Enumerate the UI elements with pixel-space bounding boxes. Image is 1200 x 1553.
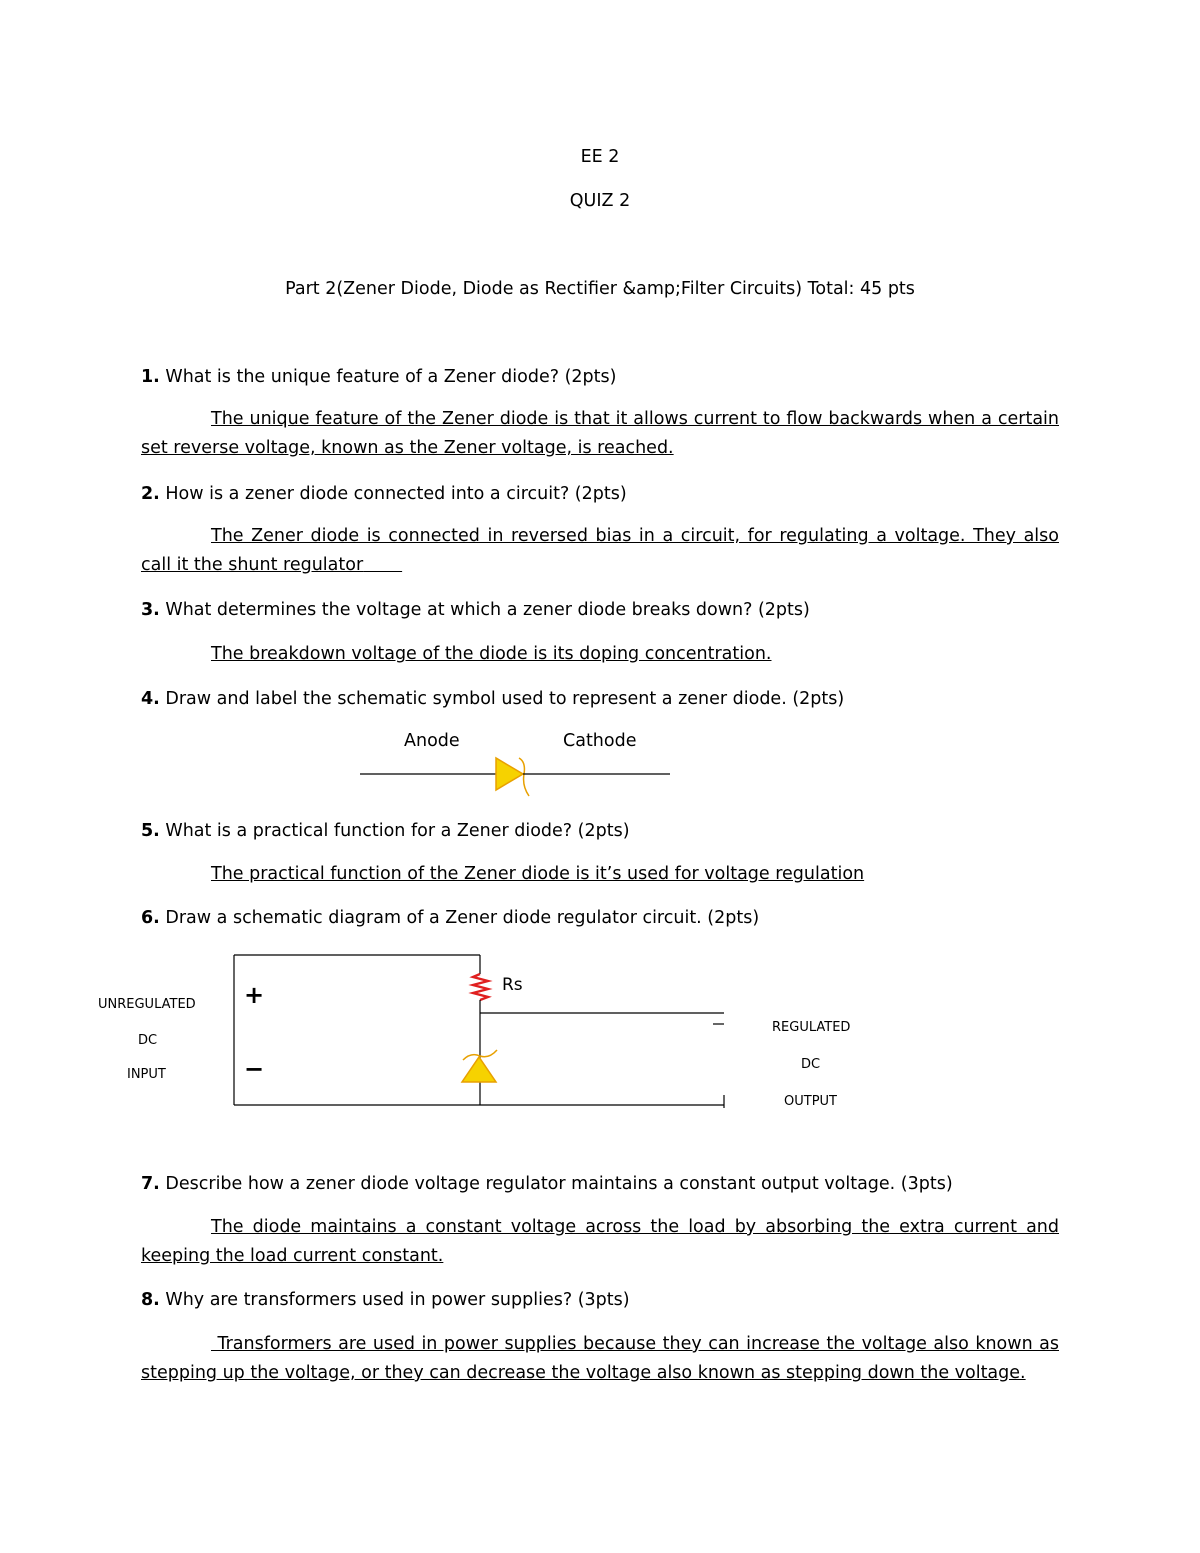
cathode-bar [519, 758, 529, 796]
question-number: 2. [141, 484, 160, 504]
cathode-label: Cathode [563, 731, 637, 751]
question-number: 5. [141, 821, 160, 841]
answer-text: The practical function of the Zener diode is it’s used for voltage regulation [211, 864, 865, 884]
input-label-line-1: UNREGULATED [98, 997, 196, 1012]
diode-triangle [496, 758, 523, 790]
question-text: Draw a schematic diagram of a Zener diode regulator circuit. (2pts) [159, 908, 760, 928]
quiz-title: QUIZ 2 [569, 191, 631, 211]
question-text: What determines the voltage at which a zener diode breaks down? (2pts) [159, 600, 810, 620]
question-number: 6. [141, 908, 160, 928]
question-number: 3. [141, 600, 160, 620]
regulator-circuit [234, 955, 724, 1108]
anode-label: Anode [404, 731, 460, 751]
input-label-line-2: DC [138, 1033, 158, 1048]
part-title: Part 2(Zener Diode, Diode as Rectifier &amp;Filter Circuits) Total: 45 pts [285, 279, 915, 299]
answer-text: The unique feature of the Zener diode is that it allows current to flow backwards when a certain set reverse voltage, known as the Zener voltage, is reached. [141, 409, 1059, 458]
question-text: Why are transformers used in power supplies? (3pts) [159, 1290, 630, 1310]
answer-text: The breakdown voltage of the diode is its doping concentration. [211, 644, 772, 664]
question-text: How is a zener diode connected into a circuit? (2pts) [159, 484, 627, 504]
question-number: 1. [141, 367, 160, 387]
question-text: Draw and label the schematic symbol used to represent a zener diode. (2pts) [159, 689, 845, 709]
answer-text: Transformers are used in power supplies because they can increase the voltage also known as stepping up the voltage, or they can decrease the voltage also known as stepping down the voltage. [141, 1334, 1059, 1383]
output-label-line-2: DC [801, 1057, 821, 1072]
course-title: EE 2 [580, 147, 620, 167]
minus-terminal: − [244, 1055, 265, 1083]
plus-terminal: + [244, 981, 265, 1009]
question-number: 8. [141, 1290, 160, 1310]
answer-text: The diode maintains a constant voltage across the load by absorbing the extra current and keeping the load current constant. [141, 1217, 1059, 1266]
answer-text: The Zener diode is connected in reversed bias in a circuit, for regulating a voltage. They also call it the shunt regulator [141, 526, 1059, 575]
question-text: Describe how a zener diode voltage regulator maintains a constant output voltage. (3pts) [159, 1174, 953, 1194]
question-number: 4. [141, 689, 160, 709]
question-text: What is a practical function for a Zener diode? (2pts) [159, 821, 630, 841]
output-label-line-1: REGULATED [772, 1020, 851, 1035]
question-text: What is the unique feature of a Zener diode? (2pts) [159, 367, 617, 387]
question-number: 7. [141, 1174, 160, 1194]
input-label-line-3: INPUT [127, 1067, 166, 1082]
resistor [473, 974, 488, 1000]
resistor-label: Rs [502, 975, 523, 995]
zener-symbol [360, 758, 670, 796]
output-label-line-3: OUTPUT [784, 1094, 837, 1109]
regulator-diode-triangle [462, 1057, 496, 1082]
